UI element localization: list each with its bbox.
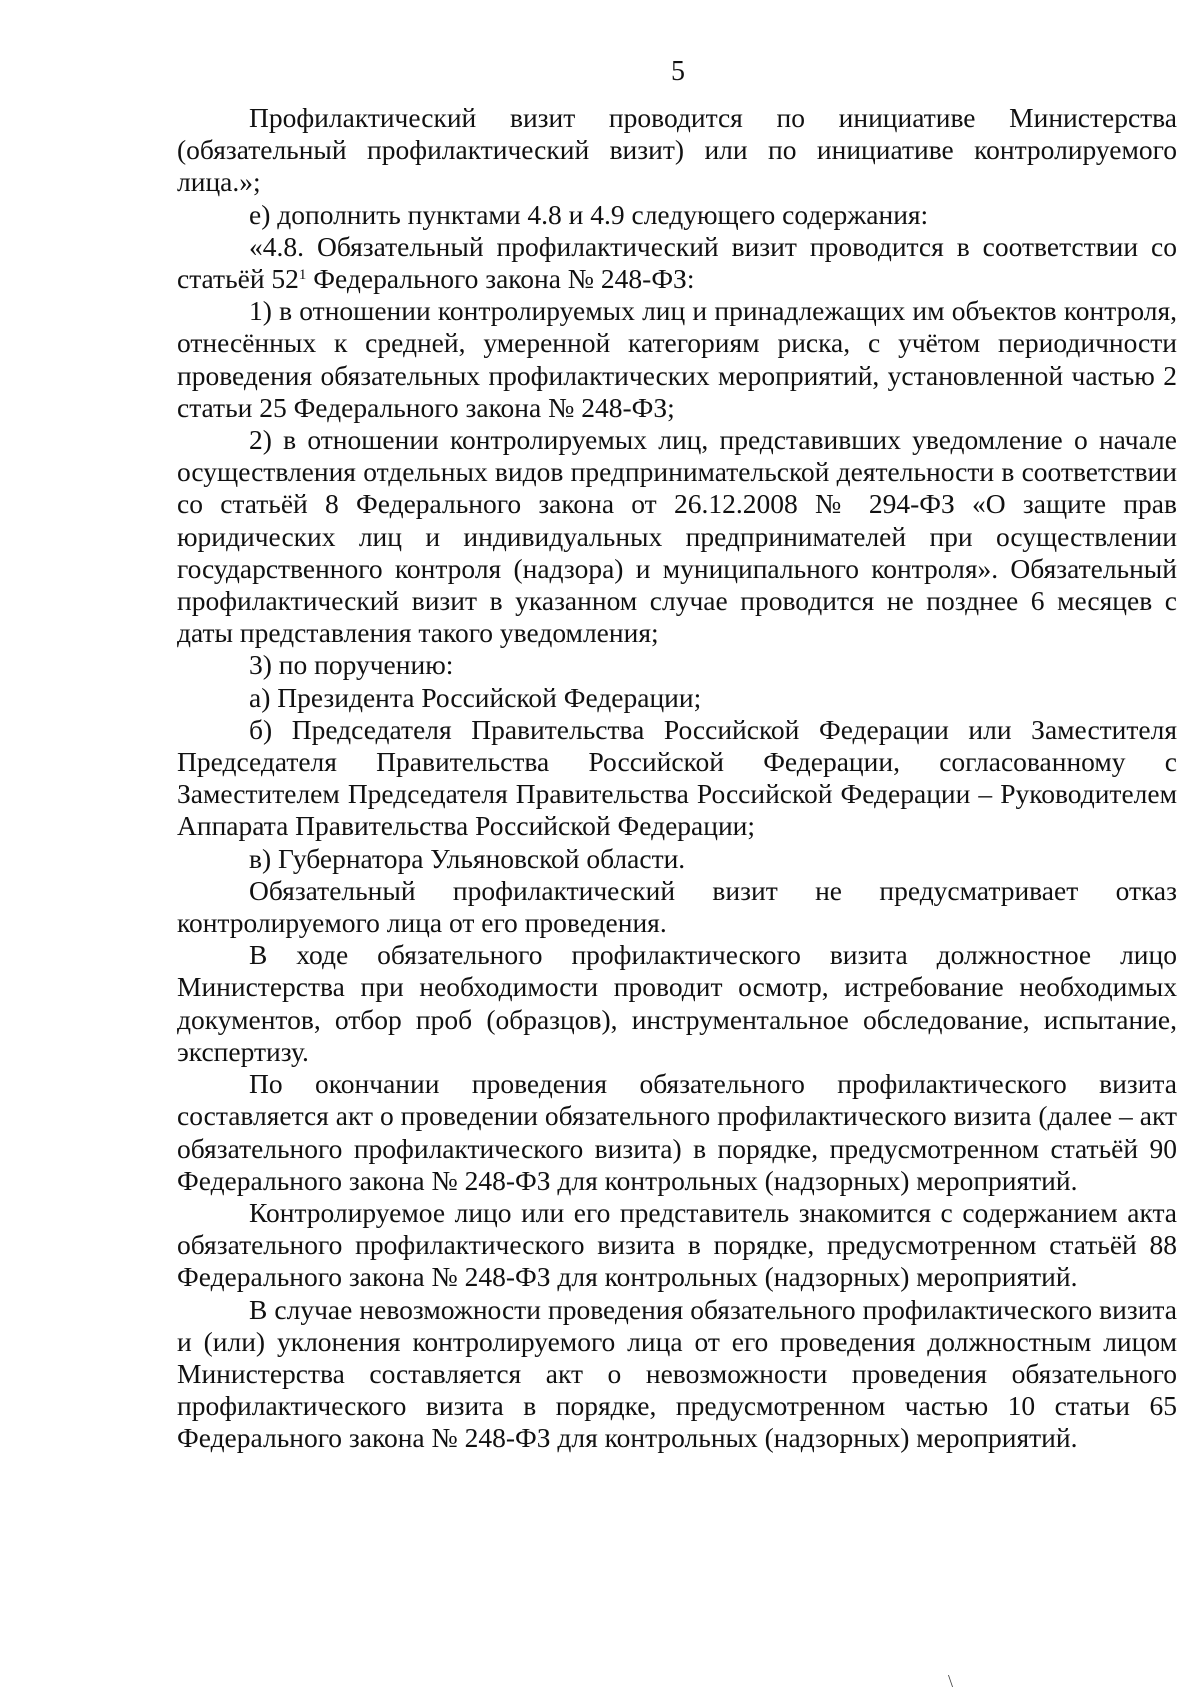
paragraph-subitem-v: в) Губернатора Ульяновской области. bbox=[249, 842, 686, 874]
item-4-8-superscript: 1 bbox=[298, 267, 307, 284]
document-body bbox=[177, 102, 1177, 1455]
paragraph-no-refusal: Обязательный профилактический визит не предусматривает отказ контролируемого лица от его проведения. bbox=[177, 874, 1177, 939]
paragraph-subitem-1: 1) в отношении контролируемых лиц и принадлежащих им объектов контроля, отнесённых к средней, умеренной категориям риска, с учётом периодичности проведения обязательных профилактических мероприятий, установленной частью 2 статьи 25 Федерального закона № 248-ФЗ; bbox=[177, 295, 1177, 423]
paragraph-subitem-a: а) Президента Российской Федерации; bbox=[249, 681, 702, 713]
paragraph-act-familiarization: Контролируемое лицо или его представитель знакомится с содержанием акта обязательного профилактического визита в порядке, предусмотренном статьёй 88 Федерального закона № 248-ФЗ для контрольных (надзорных) мероприятий. bbox=[177, 1196, 1177, 1293]
paragraph-visit-act: По окончании проведения обязательного профилактического визита составляется акт о проведении обязательного профилактического визита (далее – акт обязательного профилактического визита) в порядке, предусмотренном статьёй 90 Федерального закона № 248-ФЗ для контрольных (надзорных) мероприятий. bbox=[177, 1068, 1177, 1196]
paragraph-item-4-8 bbox=[177, 231, 1177, 295]
item-4-8-text: «4.8. Обязательный профилактический визит проводится в соответствии со статьёй 52 bbox=[177, 230, 1177, 295]
paragraph-subitem-2: 2) в отношении контролируемых лиц, представивших уведомление о начале осуществления отдельных видов предпринимательской деятельности в соответствии со статьёй 8 Федерального закона от 26.12.2008 № 294-ФЗ «О защите прав юридических лиц и индивидуальных предпринимателей при осуществлении государственного контроля (надзора) и муниципального контроля». Обязательный профилактический визит в указанном случае проводится не позднее 6 месяцев с даты представления такого уведомления; bbox=[177, 424, 1177, 649]
item-4-8-text-end: Федерального закона № 248-ФЗ: bbox=[306, 263, 695, 295]
paragraph-impossibility-act: В случае невозможности проведения обязательного профилактического визита и (или) уклонения контролируемого лица от его проведения должностным лицом Министерства составляется акт о невозможности проведения обязательного профилактического визита в порядке, предусмотренном частью 10 статьи 65 Федерального закона № 248-ФЗ для контрольных (надзорных) мероприятий. bbox=[177, 1293, 1177, 1454]
page-number: 5 bbox=[671, 56, 685, 87]
scan-mark: \ bbox=[948, 1671, 954, 1691]
paragraph-add-items: е) дополнить пунктами 4.8 и 4.9 следующего содержания: bbox=[249, 198, 929, 230]
paragraph-visit-initiative: Профилактический визит проводится по инициативе Министерства (обязательный профилактический визит) или по инициативе контролируемого лица.»; bbox=[177, 102, 1177, 198]
paragraph-inspection-actions: В ходе обязательного профилактического визита должностное лицо Министерства при необходимости проводит осмотр, истребование необходимых документов, отбор проб (образцов), инструментальное обследование, испытание, экспертизу. bbox=[177, 939, 1177, 1067]
paragraph-subitem-3: 3) по поручению: bbox=[249, 649, 454, 681]
paragraph-subitem-b: б) Председателя Правительства Российской Федерации или Заместителя Председателя Правительства Российской Федерации, согласованному с Заместителем Председателя Правительства Российской Федерации – Руководителем Аппарата Правительства Российской Федерации; bbox=[177, 713, 1177, 842]
